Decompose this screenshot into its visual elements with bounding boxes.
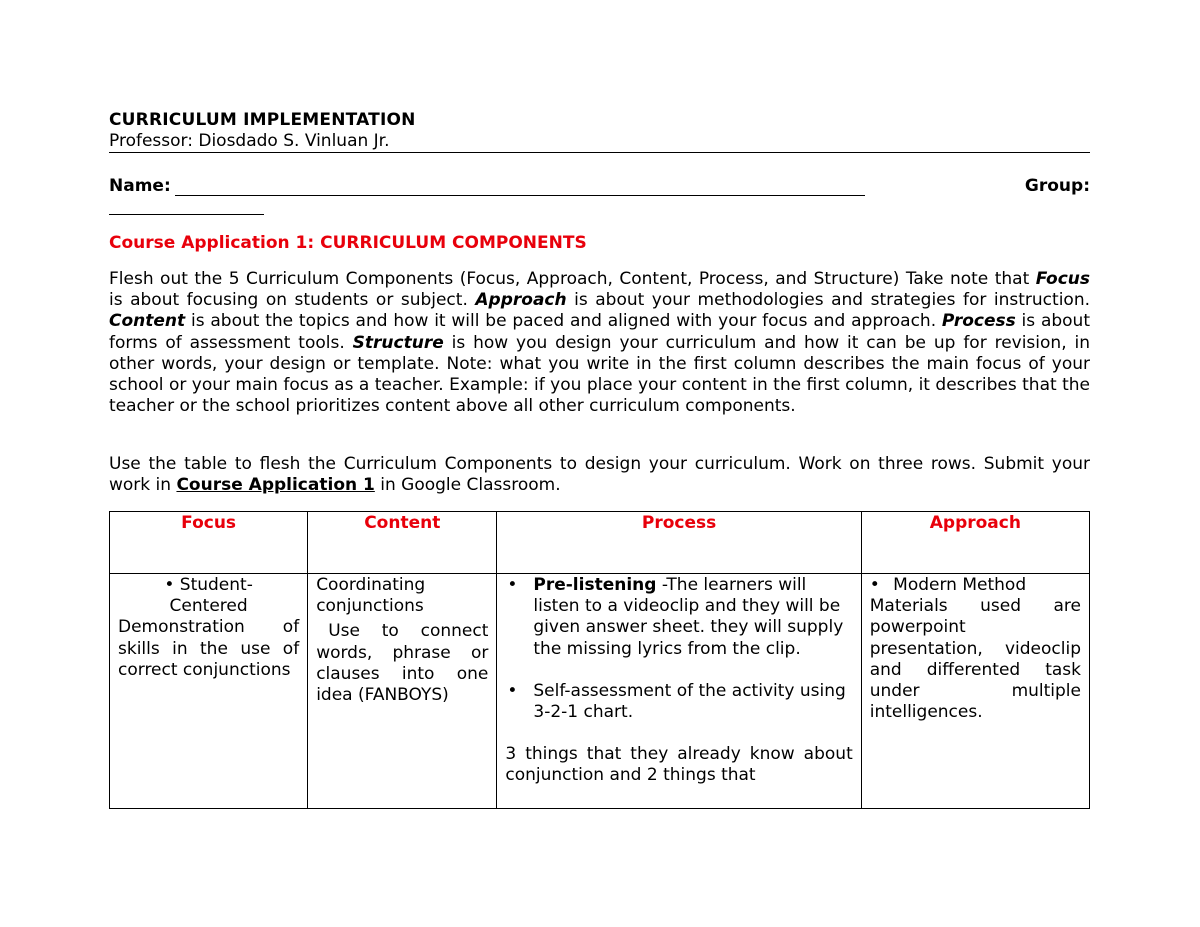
group-blank-field[interactable] — [109, 214, 264, 215]
header-divider — [109, 152, 1090, 153]
header-content: Content — [308, 512, 497, 574]
process-item: • Self-assessment of the activity using 3-2-1 chart. — [533, 681, 852, 723]
table-row — [110, 574, 1090, 809]
header-process: Process — [497, 512, 861, 574]
submission-paragraph: Use the table to flesh the Curriculum Components to design your curriculum. Work on three rows. Submit your work in Course Application 1 in Google Classroom. — [109, 454, 1090, 496]
term-content: Content — [109, 311, 186, 332]
cell-focus: • Student- Centered Demonstration of skills in the use of correct conjunctions — [110, 574, 308, 809]
name-label: Name: — [109, 176, 171, 196]
cell-content: Coordinating conjunctions Use to connect words, phrase or clauses into one idea (FANBOYS) — [308, 574, 497, 809]
cell-process: • Pre-listening -The learners will listen to a videoclip and they will be given answer sheet. they will supply the missing lyrics from the clip. • Self-assessment of the activity using 3-2-1 chart. 3 things that they already know about conjunction and 2 things that — [497, 574, 861, 809]
term-approach: Approach — [475, 290, 567, 311]
name-blank-field[interactable] — [175, 195, 865, 196]
group-label: Group: — [1024, 176, 1090, 196]
section-title: Course Application 1: CURRICULUM COMPONENTS — [109, 233, 587, 253]
header-approach: Approach — [861, 512, 1089, 574]
name-group-row — [109, 176, 1090, 200]
header-focus: Focus — [110, 512, 308, 574]
curriculum-table — [109, 511, 1090, 809]
term-process: Process — [941, 311, 1016, 332]
instructions-paragraph: Flesh out the 5 Curriculum Components (Focus, Approach, Content, Process, and Structure) Take note that Focus is about focusing on students or subject. Approach is about your methodologies and strategies for instruction. Content is about the topics and how it will be paced and aligned with your focus and approach. Process is about forms of assessment tools. Structure is how you design your curriculum and how it can be up for revision, in other words, your design or template. Note: what you write in the first column describes the main focus of your school or your main focus as a teacher. Example: if you place your content in the first column, it describes that the teacher or the school prioritizes content above all other curriculum components. — [109, 269, 1091, 417]
cell-approach: • Modern Method Materials used are powerpoint presentation, videoclip and differented task under multiple intelligences. — [861, 574, 1089, 809]
professor-line: Professor: Diosdado S. Vinluan Jr. — [109, 131, 390, 151]
term-structure: Structure — [352, 332, 444, 353]
course-application-link[interactable]: Course Application 1 — [176, 475, 375, 496]
term-focus: Focus — [1035, 269, 1090, 289]
document-title: CURRICULUM IMPLEMENTATION — [109, 110, 416, 130]
table-header-row — [110, 512, 1090, 574]
process-item: • Pre-listening -The learners will listen to a videoclip and they will be given answer sheet. they will supply the missing lyrics from the clip. — [533, 575, 852, 660]
